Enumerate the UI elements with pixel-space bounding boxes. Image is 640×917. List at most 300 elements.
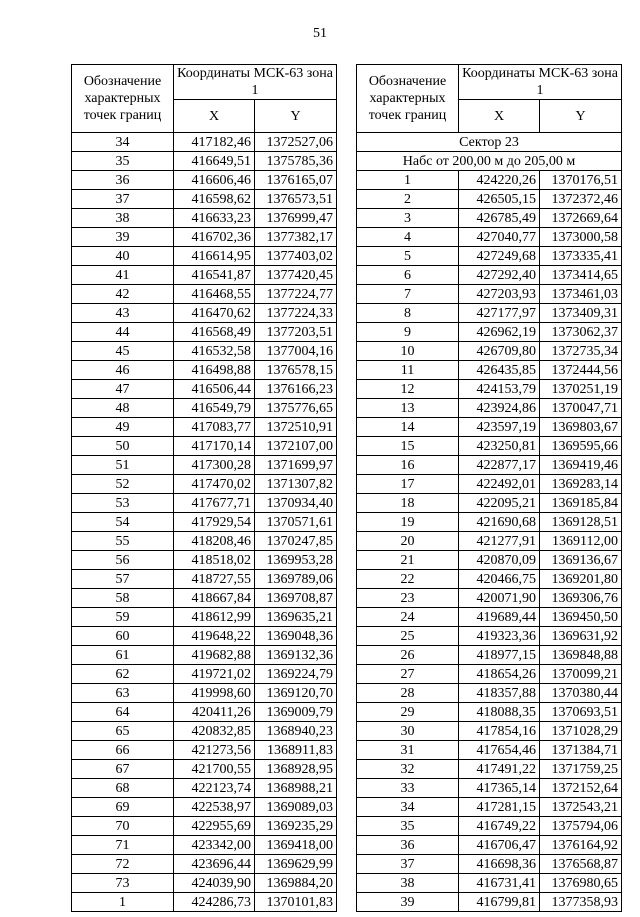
table-row <box>357 513 622 532</box>
y-coordinate: 1372152,64 <box>540 779 622 798</box>
point-number: 37 <box>72 190 174 209</box>
table-row <box>357 722 622 741</box>
y-coordinate: 1373062,37 <box>540 323 622 342</box>
y-coordinate: 1376573,51 <box>255 190 337 209</box>
y-header: Y <box>540 100 622 133</box>
table-row <box>357 589 622 608</box>
table-row <box>72 874 337 893</box>
point-number: 66 <box>72 741 174 760</box>
table-row <box>72 570 337 589</box>
x-coordinate: 426709,80 <box>459 342 540 361</box>
x-coordinate: 419682,88 <box>174 646 255 665</box>
point-number: 11 <box>357 361 459 380</box>
y-header: Y <box>255 100 337 133</box>
x-coordinate: 418612,99 <box>174 608 255 627</box>
x-coordinate: 426785,49 <box>459 209 540 228</box>
x-coordinate: 416702,36 <box>174 228 255 247</box>
y-coordinate: 1369953,28 <box>255 551 337 570</box>
x-coordinate: 427040,77 <box>459 228 540 247</box>
x-coordinate: 417182,46 <box>174 133 255 152</box>
x-coordinate: 427249,68 <box>459 247 540 266</box>
x-coordinate: 424039,90 <box>174 874 255 893</box>
y-coordinate: 1377382,17 <box>255 228 337 247</box>
table-row <box>72 684 337 703</box>
point-number: 59 <box>72 608 174 627</box>
point-number: 27 <box>357 665 459 684</box>
table-row <box>72 418 337 437</box>
point-number: 55 <box>72 532 174 551</box>
sector-title: Сектор 23 <box>357 133 622 152</box>
y-coordinate: 1375794,06 <box>540 817 622 836</box>
table-row <box>72 456 337 475</box>
point-number: 51 <box>72 456 174 475</box>
table-row <box>357 380 622 399</box>
table-row <box>357 855 622 874</box>
y-coordinate: 1376578,15 <box>255 361 337 380</box>
x-coordinate: 421700,55 <box>174 760 255 779</box>
table-row <box>72 551 337 570</box>
x-coordinate: 420071,90 <box>459 589 540 608</box>
x-coordinate: 417083,77 <box>174 418 255 437</box>
y-coordinate: 1369048,36 <box>255 627 337 646</box>
x-coordinate: 418667,84 <box>174 589 255 608</box>
table-row <box>72 703 337 722</box>
y-coordinate: 1368928,95 <box>255 760 337 779</box>
x-coordinate: 417491,22 <box>459 760 540 779</box>
x-coordinate: 418977,15 <box>459 646 540 665</box>
x-coordinate: 424220,26 <box>459 171 540 190</box>
x-coordinate: 416698,36 <box>459 855 540 874</box>
x-coordinate: 417300,28 <box>174 456 255 475</box>
x-coordinate: 426435,85 <box>459 361 540 380</box>
table-row <box>357 456 622 475</box>
point-number: 5 <box>357 247 459 266</box>
point-number: 6 <box>357 266 459 285</box>
point-number: 24 <box>357 608 459 627</box>
x-coordinate: 419998,60 <box>174 684 255 703</box>
y-coordinate: 1376999,47 <box>255 209 337 228</box>
point-number: 9 <box>357 323 459 342</box>
table-row <box>357 171 622 190</box>
x-coordinate: 423597,19 <box>459 418 540 437</box>
table-row <box>357 437 622 456</box>
point-number: 42 <box>72 285 174 304</box>
table-row <box>357 342 622 361</box>
table-row <box>72 513 337 532</box>
y-coordinate: 1372372,46 <box>540 190 622 209</box>
x-coordinate: 417365,14 <box>459 779 540 798</box>
table-row <box>72 304 337 323</box>
y-coordinate: 1370251,19 <box>540 380 622 399</box>
point-number: 16 <box>357 456 459 475</box>
point-number: 21 <box>357 551 459 570</box>
x-coordinate: 422123,74 <box>174 779 255 798</box>
table-row <box>72 817 337 836</box>
x-coordinate: 419689,44 <box>459 608 540 627</box>
table-row <box>72 665 337 684</box>
x-coordinate: 417854,16 <box>459 722 540 741</box>
point-number: 3 <box>357 209 459 228</box>
y-coordinate: 1369595,66 <box>540 437 622 456</box>
x-coordinate: 416532,58 <box>174 342 255 361</box>
x-coordinate: 423696,44 <box>174 855 255 874</box>
x-coordinate: 421277,91 <box>459 532 540 551</box>
y-coordinate: 1377224,77 <box>255 285 337 304</box>
table-row <box>72 247 337 266</box>
x-coordinate: 423250,81 <box>459 437 540 456</box>
point-number: 65 <box>72 722 174 741</box>
y-coordinate: 1372669,64 <box>540 209 622 228</box>
y-coordinate: 1377358,93 <box>540 893 622 912</box>
y-coordinate: 1369884,20 <box>255 874 337 893</box>
table-row <box>357 551 622 570</box>
x-coordinate: 418357,88 <box>459 684 540 703</box>
y-coordinate: 1375776,65 <box>255 399 337 418</box>
y-coordinate: 1377203,51 <box>255 323 337 342</box>
y-coordinate: 1373000,58 <box>540 228 622 247</box>
x-coordinate: 416470,62 <box>174 304 255 323</box>
y-coordinate: 1369235,29 <box>255 817 337 836</box>
point-number: 61 <box>72 646 174 665</box>
x-coordinate: 423342,00 <box>174 836 255 855</box>
y-coordinate: 1369635,21 <box>255 608 337 627</box>
table-row <box>72 399 337 418</box>
y-coordinate: 1369120,70 <box>255 684 337 703</box>
point-number: 72 <box>72 855 174 874</box>
table-row <box>357 760 622 779</box>
point-number: 44 <box>72 323 174 342</box>
x-coordinate: 427177,97 <box>459 304 540 323</box>
x-coordinate: 417470,02 <box>174 475 255 494</box>
point-number: 70 <box>72 817 174 836</box>
table-row <box>357 190 622 209</box>
point-number: 68 <box>72 779 174 798</box>
x-coordinate: 416506,44 <box>174 380 255 399</box>
point-number: 36 <box>72 171 174 190</box>
x-coordinate: 424153,79 <box>459 380 540 399</box>
point-number: 1 <box>357 171 459 190</box>
point-number: 33 <box>357 779 459 798</box>
table-row <box>357 646 622 665</box>
point-number: 15 <box>357 437 459 456</box>
y-coordinate: 1370571,61 <box>255 513 337 532</box>
point-number: 64 <box>72 703 174 722</box>
point-number: 10 <box>357 342 459 361</box>
point-number: 28 <box>357 684 459 703</box>
table-row <box>357 532 622 551</box>
y-coordinate: 1369708,87 <box>255 589 337 608</box>
table-row <box>357 874 622 893</box>
x-coordinate: 416468,55 <box>174 285 255 304</box>
y-coordinate: 1369283,14 <box>540 475 622 494</box>
table-row <box>357 494 622 513</box>
y-coordinate: 1369128,51 <box>540 513 622 532</box>
point-number: 30 <box>357 722 459 741</box>
x-coordinate: 422095,21 <box>459 494 540 513</box>
x-coordinate: 416799,81 <box>459 893 540 912</box>
x-coordinate: 422492,01 <box>459 475 540 494</box>
coords-header: Координаты МСК-63 зона 1 <box>174 65 337 100</box>
point-number: 37 <box>357 855 459 874</box>
y-coordinate: 1376980,65 <box>540 874 622 893</box>
table-row <box>72 798 337 817</box>
point-number: 62 <box>72 665 174 684</box>
y-coordinate: 1375785,36 <box>255 152 337 171</box>
x-coordinate: 422538,97 <box>174 798 255 817</box>
y-coordinate: 1373335,41 <box>540 247 622 266</box>
table-row <box>72 494 337 513</box>
y-coordinate: 1376164,92 <box>540 836 622 855</box>
table-row <box>72 380 337 399</box>
y-coordinate: 1372107,00 <box>255 437 337 456</box>
y-coordinate: 1368988,21 <box>255 779 337 798</box>
x-coordinate: 416649,51 <box>174 152 255 171</box>
x-coordinate: 417170,14 <box>174 437 255 456</box>
table-row <box>72 266 337 285</box>
x-coordinate: 418088,35 <box>459 703 540 722</box>
y-coordinate: 1370247,85 <box>255 532 337 551</box>
y-coordinate: 1377420,45 <box>255 266 337 285</box>
x-coordinate: 420832,85 <box>174 722 255 741</box>
x-coordinate: 418727,55 <box>174 570 255 589</box>
point-number: 39 <box>72 228 174 247</box>
y-coordinate: 1369789,06 <box>255 570 337 589</box>
table-row <box>72 646 337 665</box>
y-coordinate: 1370101,83 <box>255 893 337 912</box>
y-coordinate: 1373414,65 <box>540 266 622 285</box>
point-number: 34 <box>72 133 174 152</box>
x-coordinate: 416606,46 <box>174 171 255 190</box>
y-coordinate: 1369306,76 <box>540 589 622 608</box>
point-number: 31 <box>357 741 459 760</box>
page-number: 51 <box>313 26 327 41</box>
table-row <box>357 798 622 817</box>
point-number: 38 <box>72 209 174 228</box>
table-row <box>357 323 622 342</box>
table-row <box>357 836 622 855</box>
y-coordinate: 1368911,83 <box>255 741 337 760</box>
point-number: 58 <box>72 589 174 608</box>
x-coordinate: 416731,41 <box>459 874 540 893</box>
left-table-body <box>72 133 337 912</box>
right-table-body <box>357 133 622 912</box>
y-coordinate: 1371307,82 <box>255 475 337 494</box>
x-coordinate: 418208,46 <box>174 532 255 551</box>
table-row <box>357 741 622 760</box>
y-coordinate: 1371384,71 <box>540 741 622 760</box>
point-number: 39 <box>357 893 459 912</box>
y-coordinate: 1377224,33 <box>255 304 337 323</box>
y-coordinate: 1376165,07 <box>255 171 337 190</box>
y-coordinate: 1369136,67 <box>540 551 622 570</box>
point-number: 50 <box>72 437 174 456</box>
y-coordinate: 1369629,99 <box>255 855 337 874</box>
table-row <box>357 304 622 323</box>
point-number: 73 <box>72 874 174 893</box>
y-coordinate: 1373409,31 <box>540 304 622 323</box>
y-coordinate: 1370380,44 <box>540 684 622 703</box>
x-coordinate: 419648,22 <box>174 627 255 646</box>
x-coordinate: 417929,54 <box>174 513 255 532</box>
table-row <box>72 855 337 874</box>
table-row <box>357 665 622 684</box>
y-coordinate: 1370099,21 <box>540 665 622 684</box>
point-number: 12 <box>357 380 459 399</box>
point-number: 8 <box>357 304 459 323</box>
x-header: X <box>459 100 540 133</box>
table-row <box>72 342 337 361</box>
x-coordinate: 424286,73 <box>174 893 255 912</box>
y-coordinate: 1372527,06 <box>255 133 337 152</box>
point-number: 47 <box>72 380 174 399</box>
table-row <box>72 209 337 228</box>
x-coordinate: 417677,71 <box>174 494 255 513</box>
x-coordinate: 426962,19 <box>459 323 540 342</box>
point-number: 63 <box>72 684 174 703</box>
table-row <box>72 437 337 456</box>
y-coordinate: 1369089,03 <box>255 798 337 817</box>
x-coordinate: 421690,68 <box>459 513 540 532</box>
table-row <box>72 589 337 608</box>
y-coordinate: 1369224,79 <box>255 665 337 684</box>
point-number: 54 <box>72 513 174 532</box>
table-row <box>72 608 337 627</box>
point-number: 19 <box>357 513 459 532</box>
point-number: 67 <box>72 760 174 779</box>
table-row <box>357 627 622 646</box>
point-number: 1 <box>72 893 174 912</box>
table-row <box>72 779 337 798</box>
x-coordinate: 418654,26 <box>459 665 540 684</box>
y-coordinate: 1369201,80 <box>540 570 622 589</box>
point-number: 14 <box>357 418 459 437</box>
x-coordinate: 416706,47 <box>459 836 540 855</box>
x-coordinate: 416749,22 <box>459 817 540 836</box>
x-coordinate: 422955,69 <box>174 817 255 836</box>
y-coordinate: 1371759,25 <box>540 760 622 779</box>
table-row <box>72 285 337 304</box>
y-coordinate: 1377403,02 <box>255 247 337 266</box>
x-coordinate: 420870,09 <box>459 551 540 570</box>
y-coordinate: 1372444,56 <box>540 361 622 380</box>
y-coordinate: 1371028,29 <box>540 722 622 741</box>
x-coordinate: 420466,75 <box>459 570 540 589</box>
x-coordinate: 416541,87 <box>174 266 255 285</box>
table-row <box>72 627 337 646</box>
x-coordinate: 427292,40 <box>459 266 540 285</box>
point-number: 46 <box>72 361 174 380</box>
table-row <box>72 741 337 760</box>
table-row <box>72 760 337 779</box>
point-number: 35 <box>357 817 459 836</box>
table-row <box>72 228 337 247</box>
table-row <box>72 323 337 342</box>
point-number: 4 <box>357 228 459 247</box>
point-number: 38 <box>357 874 459 893</box>
table-row <box>72 836 337 855</box>
point-number: 29 <box>357 703 459 722</box>
coords-header: Координаты МСК-63 зона 1 <box>459 65 622 100</box>
table-row <box>357 399 622 418</box>
point-number: 49 <box>72 418 174 437</box>
table-row <box>357 703 622 722</box>
table-row <box>357 285 622 304</box>
point-number: 69 <box>72 798 174 817</box>
x-coordinate: 423924,86 <box>459 399 540 418</box>
point-number: 7 <box>357 285 459 304</box>
x-coordinate: 419323,36 <box>459 627 540 646</box>
table-row <box>357 817 622 836</box>
y-coordinate: 1372510,91 <box>255 418 337 437</box>
table-row <box>357 684 622 703</box>
x-coordinate: 418518,02 <box>174 551 255 570</box>
point-number: 23 <box>357 589 459 608</box>
table-row <box>357 779 622 798</box>
designation-header: Обозначение характерных точек границ <box>72 65 174 133</box>
x-coordinate: 416598,62 <box>174 190 255 209</box>
point-number: 52 <box>72 475 174 494</box>
y-coordinate: 1372735,34 <box>540 342 622 361</box>
coordinates-table-right <box>356 64 622 912</box>
x-coordinate: 416614,95 <box>174 247 255 266</box>
coordinates-table-left <box>71 64 337 912</box>
point-number: 13 <box>357 399 459 418</box>
y-coordinate: 1372543,21 <box>540 798 622 817</box>
table-row <box>72 532 337 551</box>
point-number: 40 <box>72 247 174 266</box>
point-number: 36 <box>357 836 459 855</box>
y-coordinate: 1369450,50 <box>540 608 622 627</box>
table-row <box>72 893 337 912</box>
point-number: 32 <box>357 760 459 779</box>
table-row <box>357 228 622 247</box>
y-coordinate: 1377004,16 <box>255 342 337 361</box>
y-coordinate: 1369419,46 <box>540 456 622 475</box>
point-number: 25 <box>357 627 459 646</box>
point-number: 53 <box>72 494 174 513</box>
point-number: 45 <box>72 342 174 361</box>
table-row <box>72 361 337 380</box>
point-number: 57 <box>72 570 174 589</box>
y-coordinate: 1370693,51 <box>540 703 622 722</box>
point-number: 35 <box>72 152 174 171</box>
y-coordinate: 1369112,00 <box>540 532 622 551</box>
sector-subtitle: Набс от 200,00 м до 205,00 м <box>357 152 622 171</box>
y-coordinate: 1370934,40 <box>255 494 337 513</box>
table-row <box>72 190 337 209</box>
x-coordinate: 416549,79 <box>174 399 255 418</box>
table-row <box>72 722 337 741</box>
table-row <box>357 893 622 912</box>
point-number: 34 <box>357 798 459 817</box>
x-coordinate: 416568,49 <box>174 323 255 342</box>
point-number: 18 <box>357 494 459 513</box>
point-number: 20 <box>357 532 459 551</box>
table-row <box>72 133 337 152</box>
y-coordinate: 1369185,84 <box>540 494 622 513</box>
point-number: 41 <box>72 266 174 285</box>
x-coordinate: 417281,15 <box>459 798 540 817</box>
y-coordinate: 1371699,97 <box>255 456 337 475</box>
point-number: 60 <box>72 627 174 646</box>
x-coordinate: 416633,23 <box>174 209 255 228</box>
table-row <box>357 266 622 285</box>
point-number: 48 <box>72 399 174 418</box>
table-row <box>72 152 337 171</box>
x-header: X <box>174 100 255 133</box>
point-number: 26 <box>357 646 459 665</box>
x-coordinate: 419721,02 <box>174 665 255 684</box>
